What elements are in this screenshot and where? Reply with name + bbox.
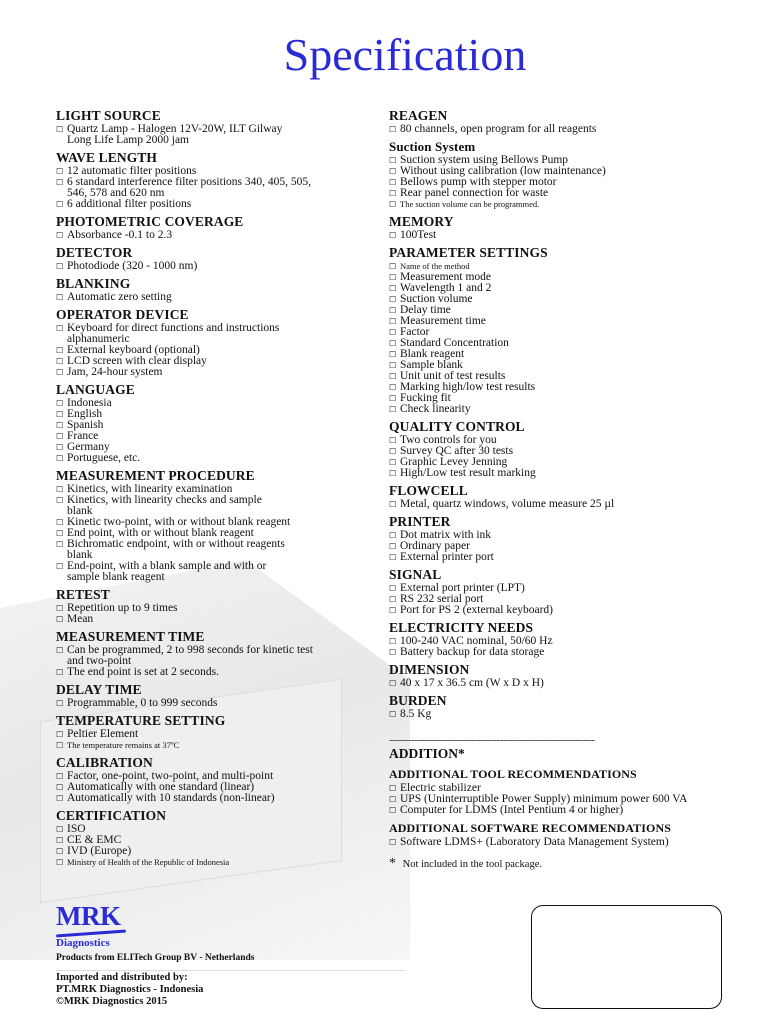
- spec-item-text: Check linearity: [400, 403, 471, 415]
- spec-item-text: Portuguese, etc.: [67, 452, 141, 464]
- spec-section: [389, 138, 729, 210]
- spec-section: [56, 628, 376, 678]
- spec-item-text: Metal, quartz windows, volume measure 25 µl: [400, 498, 615, 510]
- spec-section: [56, 381, 376, 464]
- checkbox-bullet-icon: ☐: [56, 399, 64, 408]
- section-heading: DIMENSION: [389, 662, 470, 677]
- spec-item-text: 12 automatic filter positions: [67, 165, 197, 177]
- spec-item-text: The end point is set at 2 seconds.: [67, 666, 220, 678]
- spec-item: [56, 409, 376, 420]
- spec-item: [56, 199, 376, 210]
- spec-section: [389, 661, 729, 689]
- distributor-info: [56, 972, 203, 1008]
- spec-item-text: Graphic Levey Jenning: [400, 456, 508, 468]
- spec-item-text: End point, with or without blank reagent: [67, 527, 254, 539]
- spec-item: [389, 468, 729, 479]
- section-heading: MEMORY: [389, 214, 454, 229]
- spec-item: [56, 698, 376, 709]
- spec-item: [389, 404, 729, 415]
- spec-item-text: Unit unit of test results: [400, 370, 506, 382]
- spec-item-text: Mean: [67, 613, 94, 625]
- checkbox-bullet-icon: ☐: [389, 447, 397, 456]
- checkbox-bullet-icon: ☐: [56, 443, 64, 452]
- spec-section: [389, 418, 729, 479]
- spec-item: [389, 230, 729, 241]
- spec-item-text: Standard Concentration: [400, 337, 509, 349]
- checkbox-bullet-icon: ☐: [389, 295, 397, 304]
- section-heading: OPERATOR DEVICE: [56, 307, 189, 322]
- spec-section: [389, 482, 729, 510]
- checkbox-bullet-icon: ☐: [389, 784, 397, 793]
- checkbox-bullet-icon: ☐: [389, 178, 397, 187]
- section-heading: MEASUREMENT TIME: [56, 629, 205, 644]
- checkbox-bullet-icon: ☐: [389, 436, 397, 445]
- spec-item: [389, 552, 729, 563]
- spec-section: [56, 107, 376, 146]
- spec-section: [389, 213, 729, 241]
- spec-item-text: Name of the method: [400, 261, 470, 271]
- checkbox-bullet-icon: ☐: [56, 646, 64, 655]
- checkbox-bullet-icon: ☐: [389, 584, 397, 593]
- spec-item: [56, 645, 376, 667]
- checkbox-bullet-icon: ☐: [389, 458, 397, 467]
- spec-item-text: LCD screen with clear display: [67, 355, 207, 367]
- spec-item-text: Automatically with 10 standards (non-linear): [67, 792, 275, 804]
- checkbox-bullet-icon: ☐: [56, 615, 64, 624]
- spec-item-text: Battery backup for data storage: [400, 646, 545, 658]
- section-heading: PHOTOMETRIC COVERAGE: [56, 214, 244, 229]
- section-heading: PARAMETER SETTINGS: [389, 245, 548, 260]
- spec-section: [389, 820, 729, 848]
- right-sections: [389, 107, 729, 720]
- checkbox-bullet-icon: ☐: [56, 432, 64, 441]
- mrk-logo: MRK: [56, 901, 121, 931]
- spec-section: [389, 244, 729, 415]
- checkbox-bullet-icon: ☐: [389, 531, 397, 540]
- checkbox-bullet-icon: ☐: [56, 496, 64, 505]
- checkbox-bullet-icon: ☐: [56, 540, 64, 549]
- asterisk-mark: *: [389, 856, 396, 871]
- checkbox-bullet-icon: ☐: [389, 317, 397, 326]
- spec-item-text: End-point, with a blank sample and with or sample blank reagent: [67, 560, 267, 583]
- spec-item-text: Kinetics, with linearity examination: [67, 483, 233, 495]
- spec-item-text: Quartz Lamp - Halogen 12V-20W, ILT Gilway Long Life Lamp 2000 jam: [67, 123, 283, 146]
- section-heading: BURDEN: [389, 693, 447, 708]
- spec-item-text: 6 additional filter positions: [67, 198, 192, 210]
- spec-item: [56, 846, 376, 857]
- checkbox-bullet-icon: ☐: [56, 604, 64, 613]
- spec-item: [56, 740, 376, 751]
- spec-section: [56, 754, 376, 804]
- spec-item-text: Rear panel connection for waste: [400, 187, 549, 199]
- checkbox-bullet-icon: ☐: [56, 293, 64, 302]
- spec-item-text: Factor, one-point, two-point, and multi-point: [67, 770, 274, 782]
- spec-item: [56, 124, 376, 146]
- spec-item: [389, 678, 729, 689]
- spec-item-text: External keyboard (optional): [67, 344, 200, 356]
- checkbox-bullet-icon: ☐: [389, 405, 397, 414]
- spec-item-text: Germany: [67, 441, 110, 453]
- spec-item-text: Factor: [400, 326, 430, 338]
- spec-item: [389, 647, 729, 658]
- spec-item-text: Software LDMS+ (Laboratory Data Management System): [400, 836, 669, 848]
- footer-branding: [56, 903, 254, 963]
- section-heading: MEASUREMENT PROCEDURE: [56, 468, 255, 483]
- spec-item-text: The temperature remains at 37ºC: [67, 740, 180, 750]
- checkbox-bullet-icon: ☐: [389, 838, 397, 847]
- checkbox-bullet-icon: ☐: [56, 847, 64, 856]
- checkbox-bullet-icon: ☐: [56, 562, 64, 571]
- spec-item-text: Bichromatic endpoint, with or without reagents blank: [67, 538, 285, 561]
- footer-divider: [56, 970, 406, 971]
- section-heading: CERTIFICATION: [56, 808, 167, 823]
- section-heading: ADDITIONAL TOOL RECOMMENDATIONS: [389, 767, 637, 781]
- dealer-stamp-box: [531, 905, 722, 1009]
- spec-item-text: Sample blank: [400, 359, 463, 371]
- spec-item: [389, 199, 729, 210]
- checkbox-bullet-icon: ☐: [389, 306, 397, 315]
- spec-section: [389, 619, 729, 658]
- spec-item-text: External printer port: [400, 551, 494, 563]
- spec-item-text: Kinetics, with linearity checks and sample blank: [67, 494, 262, 517]
- spec-item: [389, 188, 729, 199]
- checkbox-bullet-icon: ☐: [389, 553, 397, 562]
- spec-item-text: Computer for LDMS (Intel Pentium 4 or higher): [400, 804, 624, 816]
- spec-item-text: CE & EMC: [67, 834, 122, 846]
- spec-item-text: 8.5 Kg: [400, 708, 432, 720]
- checkbox-bullet-icon: ☐: [56, 200, 64, 209]
- checkbox-bullet-icon: ☐: [389, 469, 397, 478]
- spec-item-text: Marking high/low test results: [400, 381, 536, 393]
- checkbox-bullet-icon: ☐: [389, 394, 397, 403]
- section-heading: BLANKING: [56, 276, 131, 291]
- section-heading: RETEST: [56, 587, 110, 602]
- spec-item-text: UPS (Uninterruptible Power Supply) minimum power 600 VA: [400, 793, 688, 805]
- checkbox-bullet-icon: ☐: [56, 125, 64, 134]
- checkbox-bullet-icon: ☐: [389, 648, 397, 657]
- spec-item-text: Blank reagent: [400, 348, 465, 360]
- section-heading: ELECTRICITY NEEDS: [389, 620, 534, 635]
- checkbox-bullet-icon: ☐: [389, 795, 397, 804]
- spec-item-text: Spanish: [67, 419, 104, 431]
- checkbox-bullet-icon: ☐: [389, 372, 397, 381]
- spec-item: [56, 261, 376, 272]
- section-heading: LIGHT SOURCE: [56, 108, 161, 123]
- checkbox-bullet-icon: ☐: [56, 454, 64, 463]
- checkbox-bullet-icon: ☐: [56, 324, 64, 333]
- checkbox-bullet-icon: ☐: [56, 518, 64, 527]
- spec-item-text: Programmable, 0 to 999 seconds: [67, 697, 218, 709]
- spec-item: [56, 561, 376, 583]
- checkbox-bullet-icon: ☐: [56, 346, 64, 355]
- addition-block: [389, 734, 729, 872]
- checkbox-bullet-icon: ☐: [389, 328, 397, 337]
- spec-item-text: 100-240 VAC nominal, 50/60 Hz: [400, 635, 553, 647]
- checkbox-bullet-icon: ☐: [389, 231, 397, 240]
- spec-section: [56, 681, 376, 709]
- spec-item: [56, 729, 376, 740]
- checkbox-bullet-icon: ☐: [56, 825, 64, 834]
- checkbox-bullet-icon: ☐: [56, 772, 64, 781]
- spec-item: [56, 793, 376, 804]
- spec-item-text: Measurement mode: [400, 271, 492, 283]
- spec-section: [389, 766, 729, 816]
- spec-section: [56, 244, 376, 272]
- spec-item: [389, 316, 729, 327]
- spec-item-text: Repetition up to 9 times: [67, 602, 178, 614]
- spec-item-text: ISO: [67, 823, 86, 835]
- spec-item: [389, 805, 729, 816]
- spec-section: [56, 586, 376, 625]
- spec-item-text: 80 channels, open program for all reagents: [400, 123, 597, 135]
- spec-item-text: Wavelength 1 and 2: [400, 282, 492, 294]
- checkbox-bullet-icon: ☐: [389, 262, 397, 271]
- checkbox-bullet-icon: ☐: [56, 167, 64, 176]
- spec-item-text: Kinetic two-point, with or without blank reagent: [67, 516, 291, 528]
- spec-item: [56, 230, 376, 241]
- spec-item: [56, 614, 376, 625]
- spec-item-text: Fucking fit: [400, 392, 451, 404]
- spec-item: [389, 499, 729, 510]
- checkbox-bullet-icon: ☐: [56, 262, 64, 271]
- checkbox-bullet-icon: ☐: [56, 368, 64, 377]
- section-heading: QUALITY CONTROL: [389, 419, 525, 434]
- checkbox-bullet-icon: ☐: [56, 529, 64, 538]
- checkbox-bullet-icon: ☐: [389, 156, 397, 165]
- spec-item-text: English: [67, 408, 103, 420]
- spec-item: [56, 398, 376, 409]
- addition-note: [389, 856, 729, 872]
- section-heading: PRINTER: [389, 514, 451, 529]
- spec-item-text: RS 232 serial port: [400, 593, 484, 605]
- checkbox-bullet-icon: ☐: [56, 410, 64, 419]
- spec-item-text: Delay time: [400, 304, 451, 316]
- checkbox-bullet-icon: ☐: [56, 783, 64, 792]
- spec-item-text: Ordinary paper: [400, 540, 470, 552]
- section-heading: DETECTOR: [56, 245, 133, 260]
- mrk-logo-subtitle: Diagnostics: [56, 937, 110, 949]
- spec-item: [56, 857, 376, 868]
- checkbox-bullet-icon: ☐: [56, 178, 64, 187]
- checkbox-bullet-icon: ☐: [389, 710, 397, 719]
- spec-item-text: Dot matrix with ink: [400, 529, 492, 541]
- spec-item-text: Suction volume: [400, 293, 473, 305]
- checkbox-bullet-icon: ☐: [389, 679, 397, 688]
- spec-item: [389, 837, 729, 848]
- spec-item-text: Peltier Element: [67, 728, 139, 740]
- checkbox-bullet-icon: ☐: [389, 500, 397, 509]
- spec-item-text: Automatically with one standard (linear): [67, 781, 255, 793]
- products-from-text: Products from ELITech Group BV - Netherlands: [56, 953, 255, 963]
- spec-item-text: 100Test: [400, 229, 437, 241]
- spec-item-text: Without using calibration (low maintenance): [400, 165, 606, 177]
- checkbox-bullet-icon: ☐: [389, 637, 397, 646]
- spec-item: [389, 709, 729, 720]
- section-heading: Suction System: [389, 139, 476, 154]
- spec-item-text: Bellows pump with stepper motor: [400, 176, 557, 188]
- spec-item-text: France: [67, 430, 99, 442]
- spec-item-text: The suction volume can be programmed.: [400, 199, 540, 209]
- checkbox-bullet-icon: ☐: [56, 485, 64, 494]
- checkbox-bullet-icon: ☐: [389, 383, 397, 392]
- spec-item-text: Automatic zero setting: [67, 291, 172, 303]
- left-column: [56, 107, 376, 871]
- checkbox-bullet-icon: ☐: [389, 273, 397, 282]
- checkbox-bullet-icon: ☐: [389, 284, 397, 293]
- spec-item: [56, 367, 376, 378]
- checkbox-bullet-icon: ☐: [389, 806, 397, 815]
- spec-section: [56, 275, 376, 303]
- spec-section: [56, 467, 376, 583]
- addition-note-text: Not included in the tool package.: [402, 859, 543, 870]
- spec-item-text: Photodiode (320 - 1000 nm): [67, 260, 198, 272]
- spec-section: [389, 566, 729, 616]
- spec-item: [56, 420, 376, 431]
- checkbox-bullet-icon: ☐: [389, 125, 397, 134]
- spec-item: [389, 605, 729, 616]
- spec-item-text: 40 x 17 x 36.5 cm (W x D x H): [400, 677, 544, 689]
- checkbox-bullet-icon: ☐: [56, 858, 64, 867]
- checkbox-bullet-icon: ☐: [389, 167, 397, 176]
- spec-item: [56, 323, 376, 345]
- checkbox-bullet-icon: ☐: [389, 339, 397, 348]
- spec-item-text: Measurement time: [400, 315, 486, 327]
- page-title: Specification: [283, 29, 527, 80]
- copyright-text: ©MRK Diagnostics 2015: [56, 996, 168, 1007]
- spec-section: [56, 712, 376, 751]
- checkbox-bullet-icon: ☐: [389, 595, 397, 604]
- spec-item: [56, 177, 376, 199]
- spec-item: [56, 539, 376, 561]
- section-heading: SIGNAL: [389, 567, 442, 582]
- spec-item-text: Jam, 24-hour system: [67, 366, 163, 378]
- spec-item-text: External port printer (LPT): [400, 582, 525, 594]
- spec-item-text: High/Low test result marking: [400, 467, 536, 479]
- spec-item: [56, 495, 376, 517]
- checkbox-bullet-icon: ☐: [389, 361, 397, 370]
- spec-section: [56, 306, 376, 378]
- spec-item-text: IVD (Europe): [67, 845, 132, 857]
- section-heading: CALIBRATION: [56, 755, 153, 770]
- checkbox-bullet-icon: ☐: [56, 668, 64, 677]
- spec-item-text: Survey QC after 30 tests: [400, 445, 514, 457]
- checkbox-bullet-icon: ☐: [56, 836, 64, 845]
- checkbox-bullet-icon: ☐: [389, 606, 397, 615]
- section-heading: DELAY TIME: [56, 682, 142, 697]
- checkbox-bullet-icon: ☐: [56, 357, 64, 366]
- checkbox-bullet-icon: ☐: [56, 794, 64, 803]
- checkbox-bullet-icon: ☐: [389, 189, 397, 198]
- checkbox-bullet-icon: ☐: [389, 200, 397, 209]
- spec-section: [56, 149, 376, 210]
- checkbox-bullet-icon: ☐: [389, 350, 397, 359]
- spec-item: [389, 124, 729, 135]
- checkbox-bullet-icon: ☐: [56, 730, 64, 739]
- spec-item-text: Ministry of Health of the Republic of Indonesia: [67, 857, 230, 867]
- section-heading: WAVE LENGTH: [56, 150, 158, 165]
- section-heading: REAGEN: [389, 108, 448, 123]
- spec-item-text: Port for PS 2 (external keyboard): [400, 604, 553, 616]
- spec-section: [389, 692, 729, 720]
- checkbox-bullet-icon: ☐: [56, 699, 64, 708]
- checkbox-bullet-icon: ☐: [389, 542, 397, 551]
- spec-item: [56, 667, 376, 678]
- addition-divider: -----------------------------------------------------------------: [389, 734, 595, 746]
- section-heading: ADDITIONAL SOFTWARE RECOMMENDATIONS: [389, 821, 671, 835]
- spec-item-text: Suction system using Bellows Pump: [400, 154, 569, 166]
- section-heading: FLOWCELL: [389, 483, 468, 498]
- spec-item: [56, 292, 376, 303]
- section-heading: TEMPERATURE SETTING: [56, 713, 226, 728]
- spec-item: [56, 603, 376, 614]
- checkbox-bullet-icon: ☐: [56, 741, 64, 750]
- spec-item-text: 6 standard interference filter positions 340, 405, 505, 546, 578 and 620 nm: [67, 176, 311, 199]
- right-column: [389, 107, 729, 872]
- spec-item-text: Electric stabilizer: [400, 782, 481, 794]
- spec-item: [56, 453, 376, 464]
- imported-label: Imported and distributed by:: [56, 972, 188, 983]
- spec-item-text: Absorbance -0.1 to 2.3: [67, 229, 173, 241]
- spec-item-text: Keyboard for direct functions and instructions alphanumeric: [67, 322, 280, 345]
- section-heading: LANGUAGE: [56, 382, 135, 397]
- spec-item-text: Indonesia: [67, 397, 112, 409]
- spec-section: [389, 513, 729, 563]
- spec-item-text: Two controls for you: [400, 434, 497, 446]
- distributor-name: PT.MRK Diagnostics - Indonesia: [56, 984, 204, 995]
- spec-section: [56, 213, 376, 241]
- checkbox-bullet-icon: ☐: [56, 421, 64, 430]
- spec-section: [389, 107, 729, 135]
- spec-section: [56, 807, 376, 868]
- addition-groups: [389, 766, 729, 848]
- checkbox-bullet-icon: ☐: [56, 231, 64, 240]
- addition-title: ADDITION*: [389, 746, 465, 761]
- spec-item-text: Can be programmed, 2 to 998 seconds for kinetic test and two-point: [67, 644, 313, 667]
